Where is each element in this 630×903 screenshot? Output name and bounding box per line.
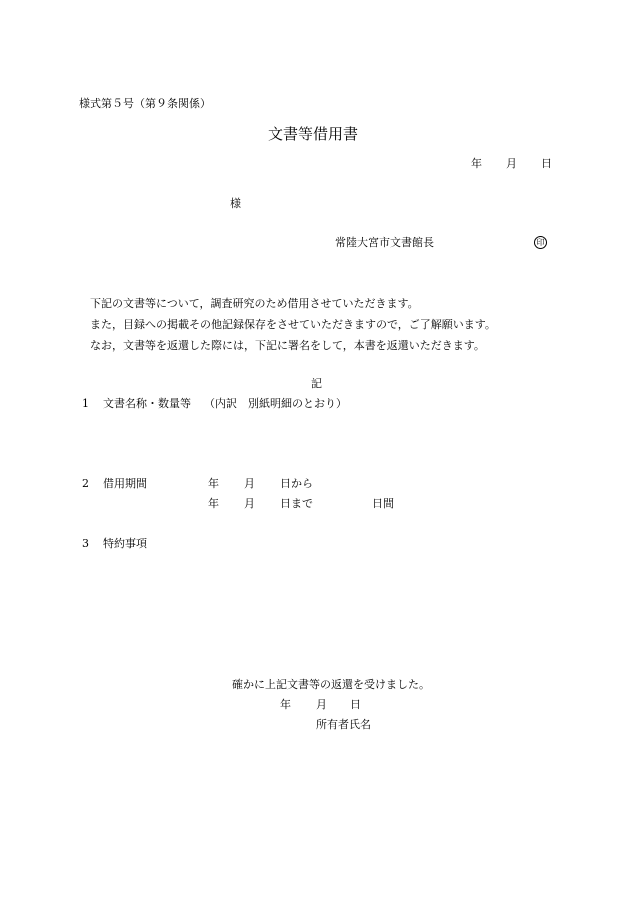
seal-icon [534, 236, 547, 249]
item1-number: 1 [82, 397, 89, 410]
item2-from-year: 年 [208, 477, 219, 490]
item2-to-year: 年 [208, 497, 219, 510]
item2-from-month: 月 [244, 477, 255, 490]
item2-from-day: 日から [280, 477, 313, 490]
issuer-name: 常陸大宮市文書館長 [335, 236, 434, 249]
body-line-1: 下記の文書等について，調査研究のため借用させていただきます。 [90, 297, 419, 310]
item1-note: （内訳 別紙明細のとおり） [204, 397, 347, 410]
item2-to-day: 日まで [280, 497, 313, 510]
ki-heading: 記 [311, 377, 322, 390]
item2-number: 2 [82, 477, 89, 490]
seal-mark: 印 [534, 236, 547, 249]
document-title: 文書等借用書 [268, 125, 359, 143]
body-line-2: また，目録への掲載その他記録保存をさせていただきますので，ご了解願います。 [90, 318, 496, 331]
item2-to-month: 月 [244, 497, 255, 510]
item3-label: 特約事項 [103, 537, 147, 550]
date-day: 日 [541, 157, 552, 170]
item2-label: 借用期間 [103, 477, 147, 490]
date-month: 月 [506, 157, 517, 170]
receipt-statement: 確かに上記文書等の返還を受けました。 [232, 678, 430, 691]
item3-number: 3 [82, 537, 89, 550]
item2-days: 日間 [372, 497, 394, 510]
receipt-month: 月 [316, 698, 327, 711]
form-number: 様式第５号（第９条関係） [79, 97, 211, 110]
receipt-year: 年 [280, 698, 291, 711]
receipt-day: 日 [350, 698, 361, 711]
receipt-owner: 所有者氏名 [316, 718, 371, 731]
item1-label: 文書名称・数量等 [103, 397, 191, 410]
addressee-suffix: 様 [230, 197, 241, 210]
body-line-3: なお，文書等を返還した際には，下記に署名をして，本書を返還いただきます。 [90, 339, 485, 352]
date-year: 年 [471, 157, 482, 170]
